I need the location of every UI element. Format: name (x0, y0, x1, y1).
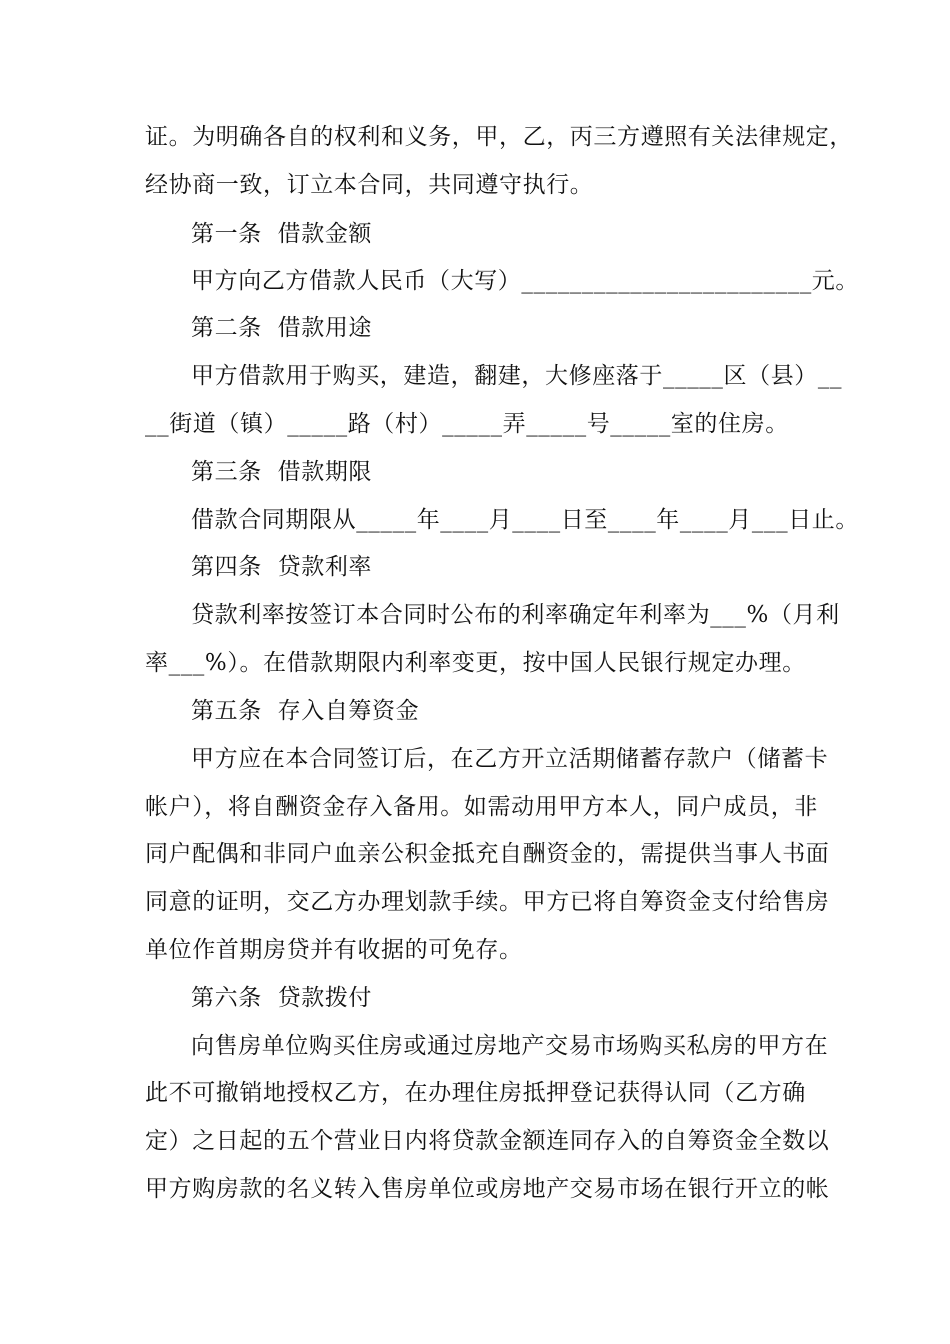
paragraph-line: 甲方借款用于购买，建造，翻建，大修座落于_____区（县）__ (191, 363, 843, 389)
paragraph-line: 借款合同期限从_____年____月____日至____年____月___日止。 (191, 507, 859, 533)
paragraph-line: 率___%）。在借款期限内利率变更，按中国人民银行规定办理。 (145, 650, 806, 676)
article-heading: 第一条 借款金额 (191, 221, 373, 247)
paragraph-line: 同意的证明，交乙方办理划款手续。甲方已将自筹资金支付给售房 (145, 889, 830, 915)
article-heading: 第六条 贷款拨付 (191, 985, 373, 1011)
article-heading: 第二条 借款用途 (191, 315, 373, 341)
paragraph-line: 贷款利率按签订本合同时公布的利率确定年利率为___%（月利 (191, 602, 840, 628)
article-heading: 第四条 贷款利率 (191, 554, 373, 580)
paragraph-line: 定）之日起的五个营业日内将贷款金额连同存入的自筹资金全数以 (145, 1128, 830, 1154)
article-heading: 第三条 借款期限 (191, 459, 373, 485)
paragraph-line: 帐户），将自酬资金存入备用。如需动用甲方本人，同户成员，非 (145, 794, 818, 820)
paragraph-line: 单位作首期房贷并有收据的可免存。 (145, 937, 523, 963)
paragraph-line: 此不可撤销地授权乙方，在办理住房抵押登记获得认同（乙方确 (145, 1080, 806, 1106)
paragraph-line: 甲方应在本合同签订后，在乙方开立活期储蓄存款户（储蓄卡 (191, 746, 829, 772)
paragraph-line: 经协商一致，订立本合同，共同遵守执行。 (145, 172, 594, 198)
paragraph-line: 向售房单位购买住房或通过房地产交易市场购买私房的甲方在 (191, 1033, 829, 1059)
paragraph-line: 同户配偶和非同户血亲公积金抵充自酬资金的，需提供当事人书面 (145, 841, 830, 867)
article-heading: 第五条 存入自筹资金 (191, 698, 420, 724)
paragraph-line: 证。为明确各自的权利和义务，甲，乙，丙三方遵照有关法律规定， (145, 124, 853, 150)
paragraph-line: __街道（镇）_____路（村）_____弄_____号_____室的住房。 (145, 411, 789, 437)
paragraph-line: 甲方向乙方借款人民币（大写）________________________元。 (191, 268, 859, 294)
paragraph-line: 甲方购房款的名义转入售房单位或房地产交易市场在银行开立的帐 (145, 1176, 830, 1202)
